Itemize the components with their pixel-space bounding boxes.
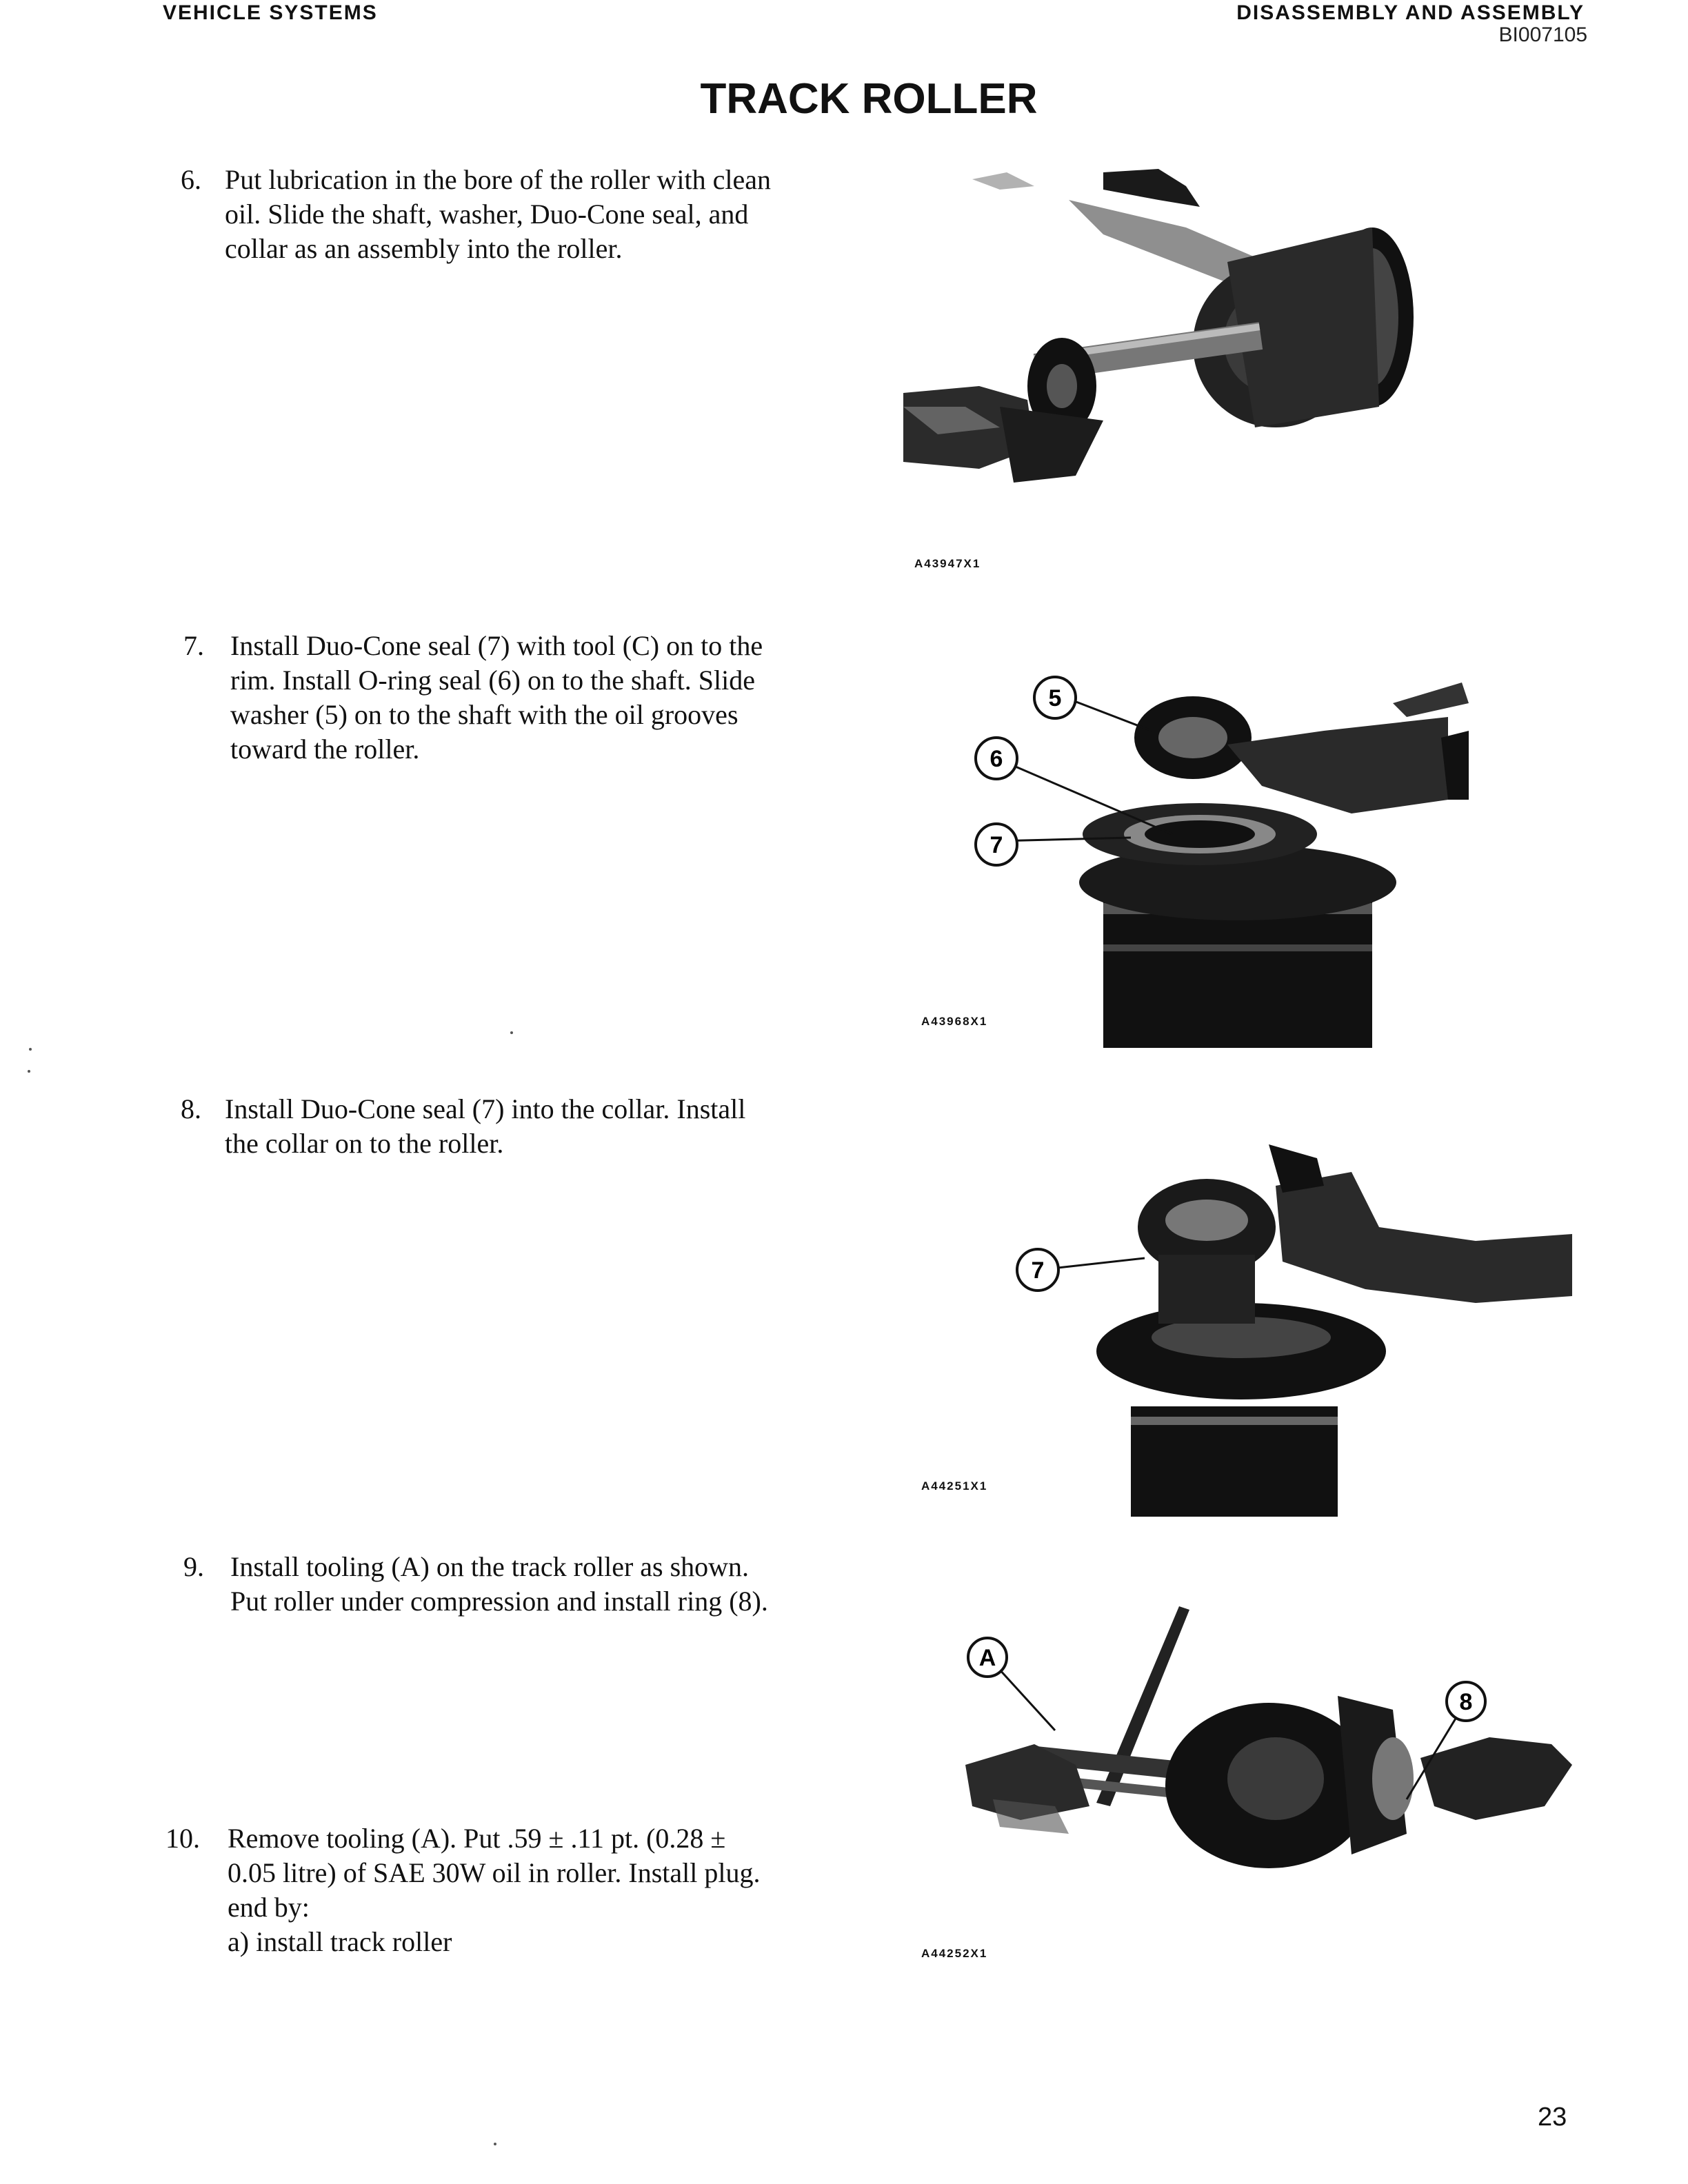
callout-5-label: 5 [1048,685,1062,711]
callout-8-label: 8 [1459,1689,1473,1715]
callout-7-label: 7 [989,832,1003,858]
scan-speck [494,2143,496,2145]
page-number: 23 [1538,2103,1567,2132]
section-header-right: DISASSEMBLY AND ASSEMBLY [1236,1,1585,24]
figure-caption: A44251X1 [921,1479,988,1493]
step-text: Remove tooling (A). Put .59 ± .11 pt. (0.28 ± 0.05 litre) of SAE 30W oil in roller. Install plug. end by: [228,1823,761,1923]
step-text: Put lubrication in the bore of the roller with clean oil. Slide the shaft, washer, Duo-Cone seal, and collar as an assembly into the roller. [225,164,771,264]
figure-seal-installation [965,662,1586,1048]
step-number: 7. [183,630,204,661]
figure-tooling-compression [952,1599,1586,1944]
step-text: Install Duo-Cone seal (7) with tool (C) on to the rim. Install O-ring seal (6) on to the shaft. Slide washer (5) on to the shaft with the oil grooves toward the roller. [230,630,763,765]
step-number: 6. [181,164,201,195]
figure-caption: A44252X1 [921,1947,988,1960]
step-text: Install Duo-Cone seal (7) into the collar. Install the collar on to the roller. [225,1093,746,1159]
section-header-left: VEHICLE SYSTEMS [163,1,378,24]
step-10 [165,1821,876,1966]
callout-A-label: A [978,1645,996,1671]
figure-shaft-assembly [896,159,1572,531]
scan-speck [510,1031,513,1034]
page-title: TRACK ROLLER [700,75,1038,123]
step-number: 9. [183,1551,204,1582]
step-number: 10. [165,1823,200,1854]
step-sub-item: a) install track roller [228,1926,452,1957]
step-9 [183,1550,873,1626]
photo-collar-installation [993,1144,1586,1517]
document-id: BI007105 [1498,23,1587,46]
scan-speck [29,1048,32,1051]
scan-speck [28,1070,30,1073]
step-number: 8. [181,1093,201,1124]
callout-7-label: 7 [1031,1257,1045,1284]
step-6 [181,163,870,273]
figure-collar-installation [993,1144,1586,1517]
callout-6-label: 6 [989,746,1003,772]
figure-caption: A43947X1 [914,557,981,570]
photo-seal-installation [965,662,1586,1048]
step-7 [183,629,873,774]
step-text: Install tooling (A) on the track roller as shown. Put roller under compression and install ring (8). [230,1551,768,1617]
figure-caption: A43968X1 [921,1015,988,1028]
photo-tooling-compression [952,1599,1586,1944]
photo-shaft-assembly [896,159,1572,531]
step-8 [181,1092,870,1168]
